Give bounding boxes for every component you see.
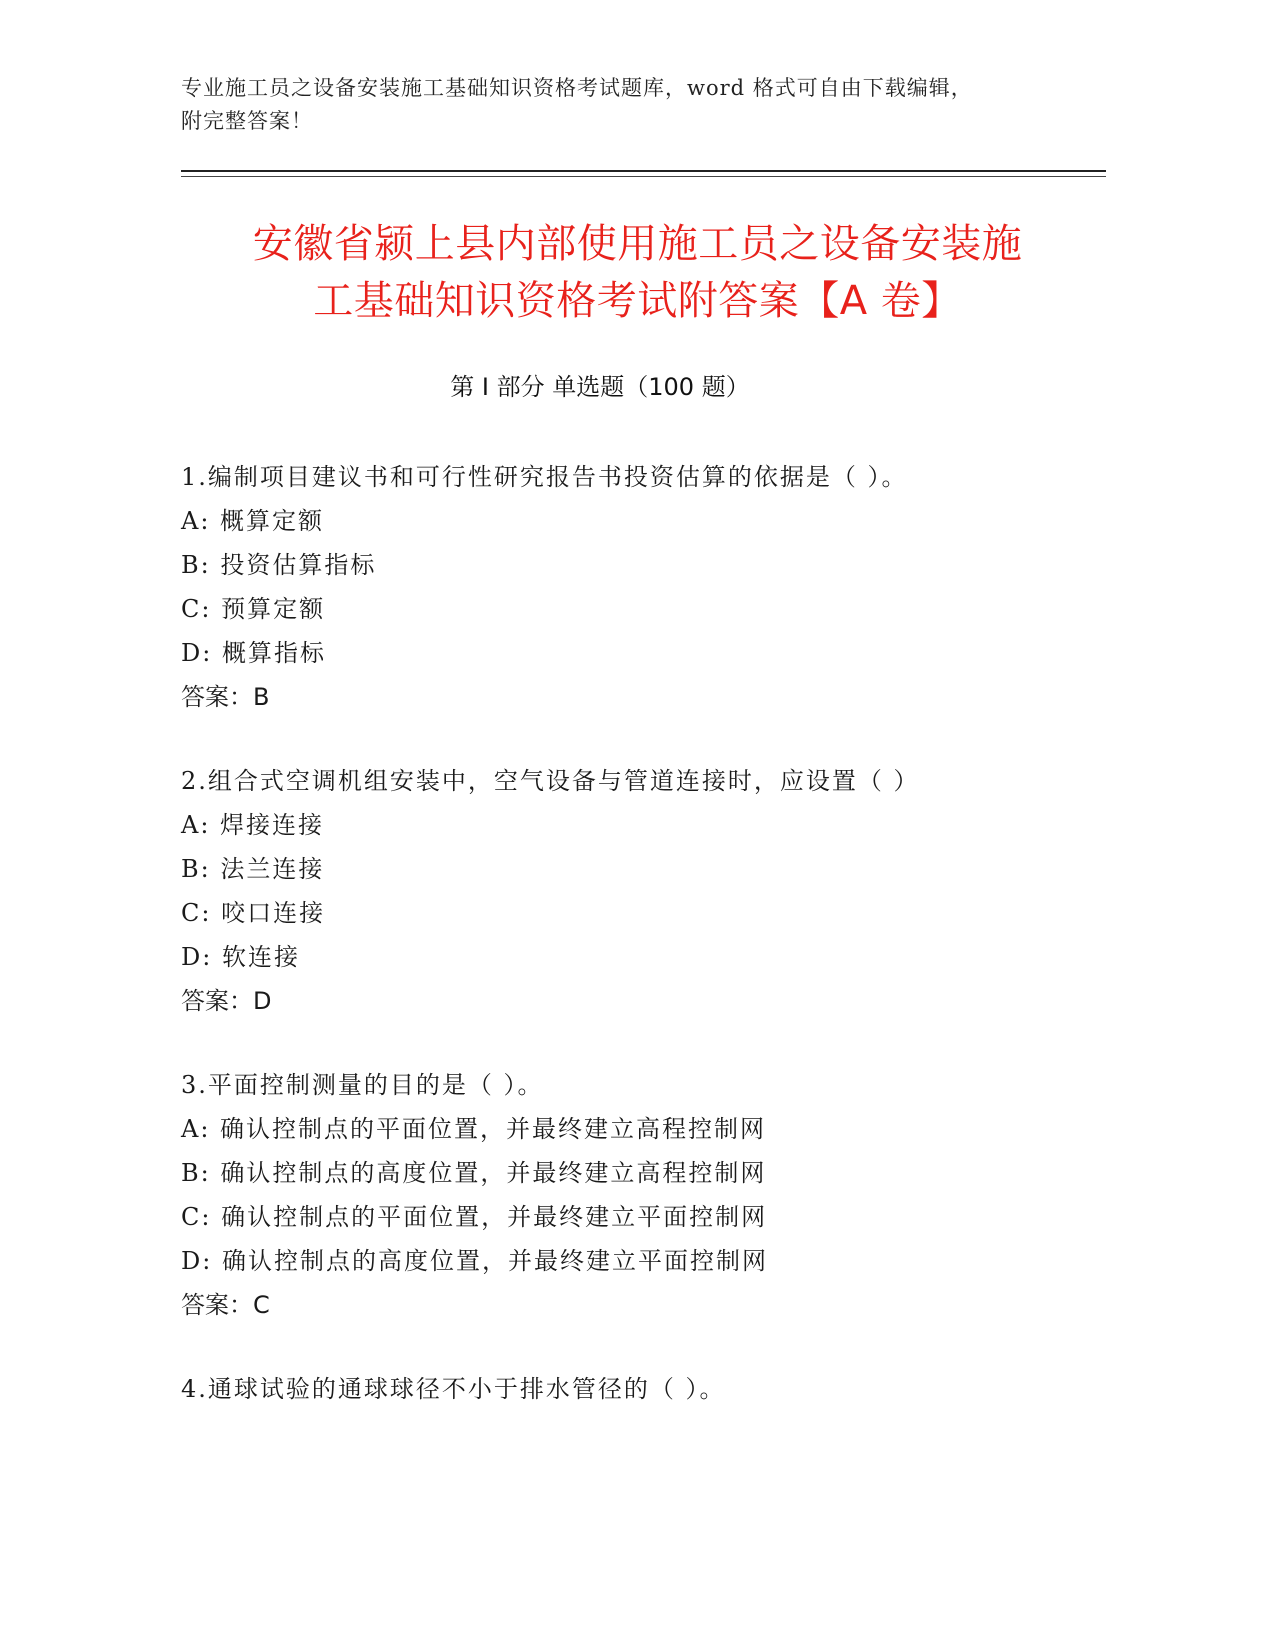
header-note-line: 专业施工员之设备安装施工基础知识资格考试题库，word 格式可自由下载编辑， [181, 76, 973, 100]
question-2 [181, 759, 1081, 1023]
question-list [181, 455, 1081, 1451]
option-b: B: 投资估算指标 [181, 551, 377, 579]
document-title [150, 216, 1125, 330]
answer-label: 答案：D [181, 987, 272, 1015]
option-d: D: 软连接 [181, 943, 300, 971]
question-3 [181, 1063, 1081, 1327]
option-a: A: 焊接连接 [181, 811, 325, 839]
header-note-line: 附完整答案！ [181, 109, 313, 133]
header-note [181, 72, 1061, 138]
header-divider [181, 170, 1106, 172]
question-stem: 3.平面控制测量的目的是（ ）。 [181, 1071, 544, 1099]
option-b: B: 确认控制点的高度位置，并最终建立高程控制网 [181, 1159, 767, 1187]
question-stem: 4.通球试验的通球球径不小于排水管径的（ ）。 [181, 1375, 726, 1403]
question-stem: 1.编制项目建议书和可行性研究报告书投资估算的依据是（ ）。 [181, 463, 908, 491]
document-title-line: 工基础知识资格考试附答案【A 卷】 [313, 278, 962, 324]
header-divider-thin [181, 176, 1106, 177]
option-c: C: 咬口连接 [181, 899, 326, 927]
question-1 [181, 455, 1081, 719]
option-c: C: 预算定额 [181, 595, 326, 623]
section-title: 第 I 部分 单选题（100 题） [450, 373, 750, 401]
option-b: B: 法兰连接 [181, 855, 325, 883]
option-d: D: 概算指标 [181, 639, 326, 667]
option-a: A: 确认控制点的平面位置，并最终建立高程控制网 [181, 1115, 767, 1143]
question-stem: 2.组合式空调机组安装中，空气设备与管道连接时，应设置（ ） [181, 767, 920, 795]
option-a: A: 概算定额 [181, 507, 325, 535]
question-4 [181, 1367, 1081, 1411]
answer-label: 答案：B [181, 683, 270, 711]
option-c: C: 确认控制点的平面位置，并最终建立平面控制网 [181, 1203, 768, 1231]
document-title-line: 安徽省颍上县内部使用施工员之设备安装施 [252, 221, 1023, 267]
option-d: D: 确认控制点的高度位置，并最终建立平面控制网 [181, 1247, 768, 1275]
answer-label: 答案：C [181, 1291, 270, 1319]
